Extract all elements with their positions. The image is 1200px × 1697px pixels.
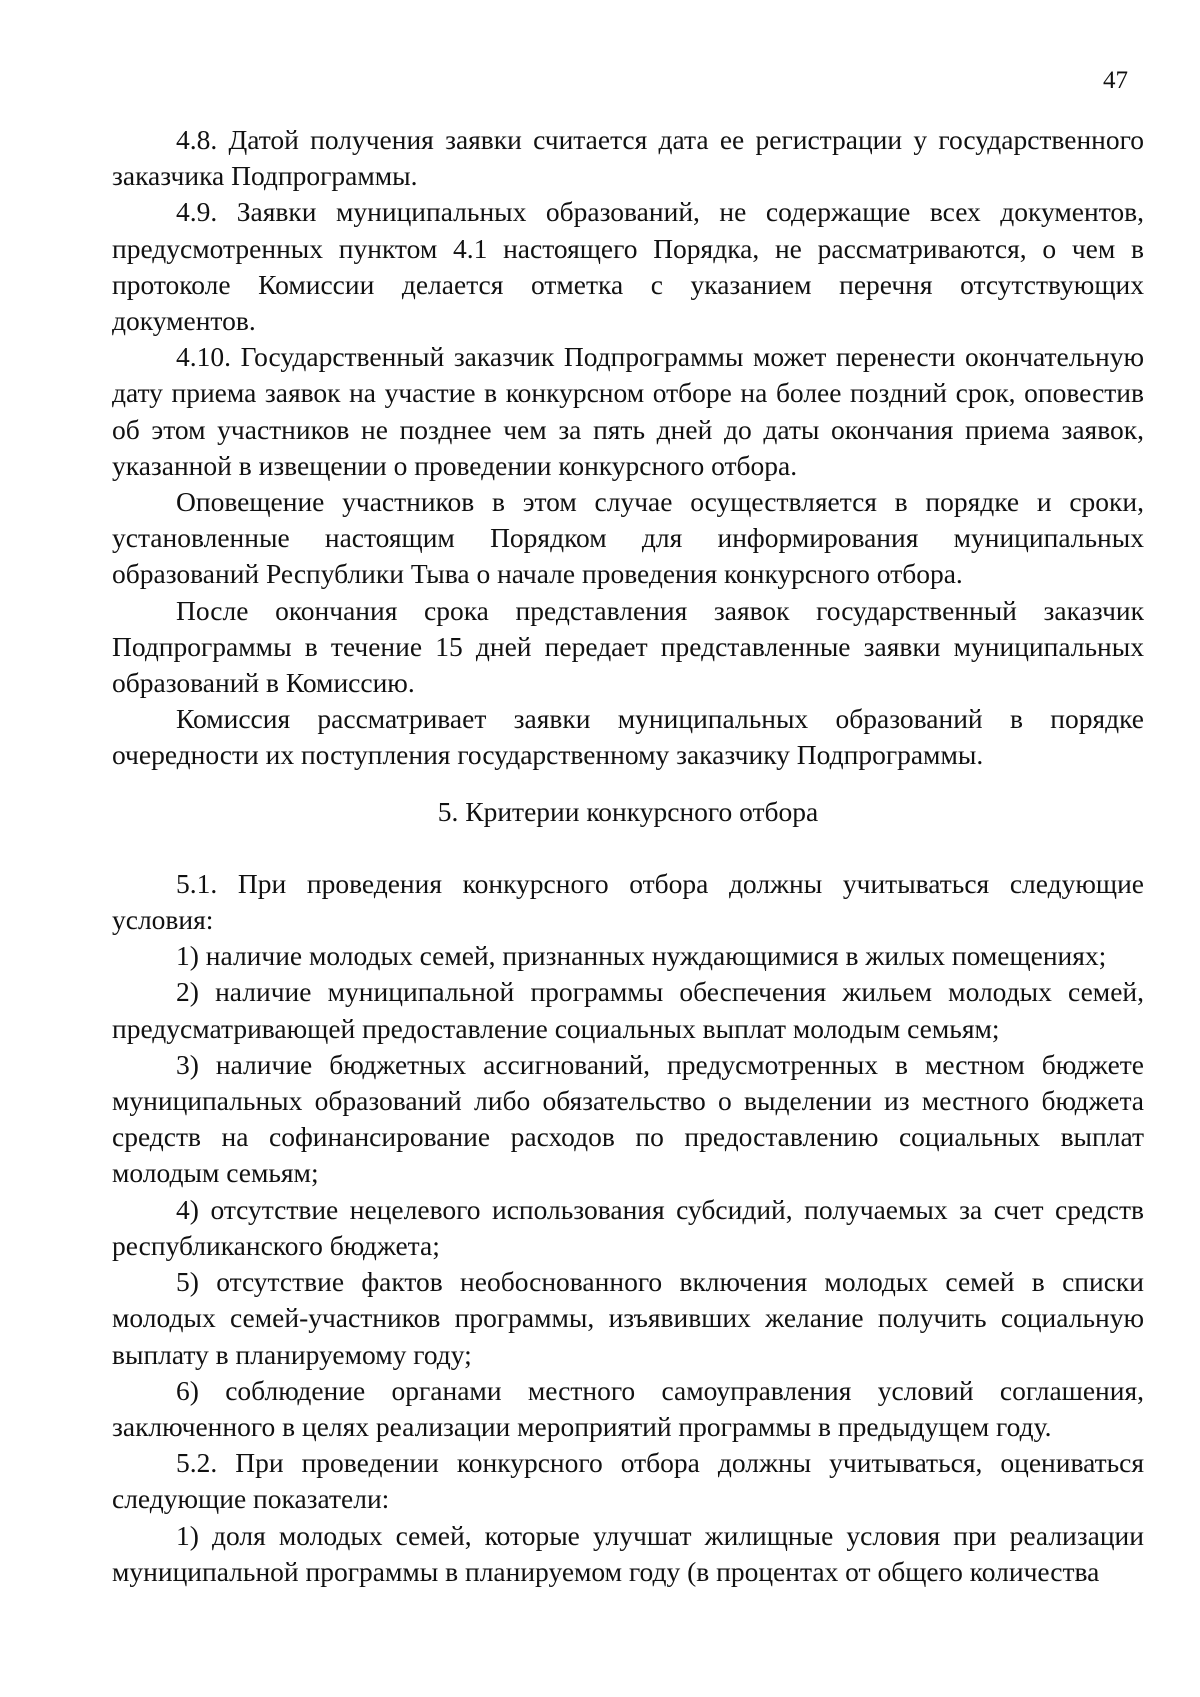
paragraph-commission-review: Комиссия рассматривает заявки муниципальных образований в порядке очередности их поступления государственному заказчику Подпрограммы.	[112, 703, 1144, 771]
list-item-5-1-2: 2) наличие муниципальной программы обеспечения жильем молодых семей, предусматривающей предоставление социальных выплат молодым семьям;	[112, 976, 1144, 1044]
paragraph-5-1: 5.1. При проведения конкурсного отбора должны учитываться следующие условия:	[112, 867, 1144, 936]
list-item-5-1-4: 4) отсутствие нецелевого использования субсидий, получаемых за счет средств республиканского бюджета;	[112, 1193, 1144, 1261]
paragraph-4-9: 4.9. Заявки муниципальных образований, не содержащие всех документов, предусмотренных пунктом 4.1 настоящего Порядка, не рассматриваются, о чем в протоколе Комиссии делается отметка с указанием перечня отсутствующих документов.	[112, 196, 1144, 337]
paragraph-notification: Оповещение участников в этом случае осуществляется в порядке и сроки, установленные настоящим Порядком для информирования муниципальных образований Республики Тыва о начале проведения конкурсного отбора.	[112, 486, 1144, 590]
list-item-5-1-3: 3) наличие бюджетных ассигнований, предусмотренных в местном бюджете муниципальных образований либо обязательство о выделении из местного бюджета средств на софинансирование расходов по предоставлению социальных выплат молодым семьям;	[112, 1048, 1144, 1189]
paragraph-4-10: 4.10. Государственный заказчик Подпрограммы может перенести окончательную дату приема заявок на участие в конкурсном отборе на более поздний срок, оповестив об этом участников не позднее чем за пять дней до даты окончания приема заявок, указанной в извещении о проведении конкурсного отбора.	[112, 341, 1144, 481]
list-item-5-1-6: 6) соблюдение органами местного самоуправления условий соглашения, заключенного в целях реализации мероприятий программы в предыдущем году.	[112, 1374, 1144, 1442]
paragraph-5-2: 5.2. При проведении конкурсного отбора должны учитываться, оцениваться следующие показатели:	[112, 1447, 1144, 1515]
document-body	[112, 122, 1144, 1590]
paragraph-4-8: 4.8. Датой получения заявки считается дата ее регистрации у государственного заказчика Подпрограммы.	[112, 124, 1144, 192]
section-heading: 5. Критерии конкурсного отбора	[437, 795, 819, 827]
paragraph-after-deadline: После окончания срока представления заявок государственный заказчик Подпрограммы в течение 15 дней передает представленные заявки муниципальных образований в Комиссию.	[112, 594, 1144, 699]
list-item-5-1-1: 1) наличие молодых семей, признанных нуждающимися в жилых помещениях;	[176, 940, 1107, 972]
list-item-5-1-5: 5) отсутствие фактов необоснованного включения молодых семей в списки молодых семей-участников программы, изъявивших желание получить социальную выплату в планируемому году;	[112, 1266, 1144, 1370]
page-number: 47	[1103, 67, 1128, 94]
list-item-5-2-1: 1) доля молодых семей, которые улучшат жилищные условия при реализации муниципальной программы в планируемом году (в процентах от общего количества	[112, 1519, 1144, 1587]
